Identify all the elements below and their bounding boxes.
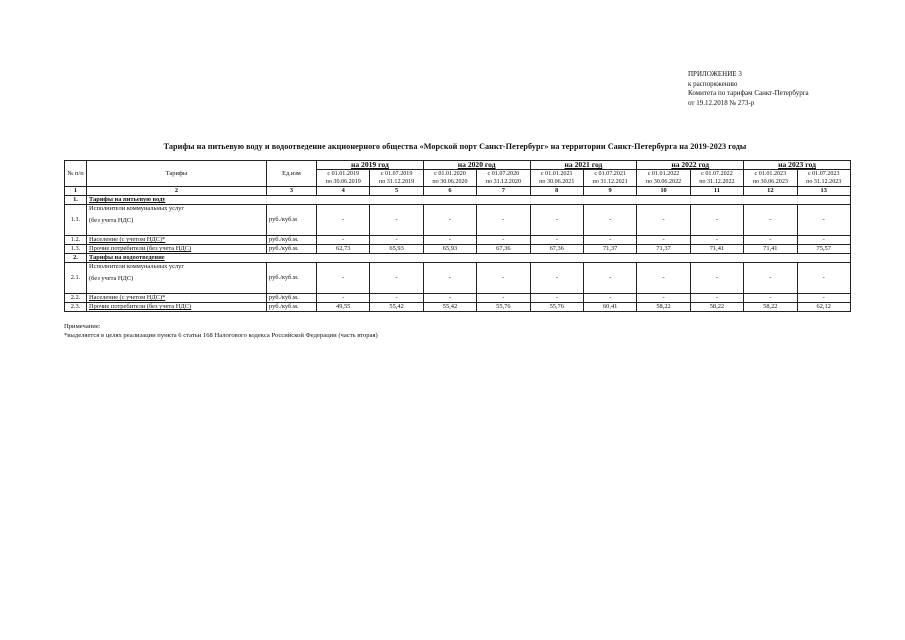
period-to: по 31.12.2021 [592, 179, 628, 185]
notes-label: Примечание: [64, 323, 101, 330]
row-number: 2.2. [65, 294, 87, 303]
tariff-table [64, 160, 851, 312]
tariff-value: 55,76 [477, 303, 530, 312]
tariff-value: - [370, 263, 423, 294]
tariff-value: 65,93 [370, 245, 423, 254]
tariff-value: - [744, 236, 797, 245]
row-unit: руб./куб.м. [267, 294, 317, 303]
tariff-value: - [797, 263, 850, 294]
row-unit: руб./куб.м. [267, 236, 317, 245]
row-name-line1: Население (с учетом НДС)* [89, 294, 166, 301]
tariff-value: 55,76 [530, 303, 583, 312]
row-number: 2.1. [65, 263, 87, 294]
col-unit-header: Ед.изм [267, 161, 317, 187]
column-index: 10 [637, 187, 690, 196]
period-to: по 30.06.2020 [432, 179, 468, 185]
tariff-value: - [317, 236, 370, 245]
tariff-value: - [530, 294, 583, 303]
period-from: с 01.01.2022 [647, 171, 680, 177]
period-header [317, 170, 370, 187]
appendix-header [688, 70, 809, 108]
period-from: с 01.01.2019 [327, 171, 360, 177]
row-number: 1.1. [65, 205, 87, 236]
tariff-value: - [690, 236, 743, 245]
tariff-value: 67,36 [530, 245, 583, 254]
tariff-value: 60,41 [583, 303, 636, 312]
tariff-value: - [637, 236, 690, 245]
tariff-value: 75,57 [797, 245, 850, 254]
row-name [87, 236, 267, 245]
tariff-value: 55,42 [423, 303, 476, 312]
tariff-value: 65,93 [423, 245, 476, 254]
tariff-value: - [317, 263, 370, 294]
year-2023-header: на 2023 год [744, 161, 851, 170]
tariff-value: - [797, 294, 850, 303]
period-header [423, 170, 476, 187]
tariff-value: - [530, 205, 583, 236]
tariff-value: - [797, 205, 850, 236]
period-from: с 01.07.2023 [807, 171, 840, 177]
tariff-value: 67,36 [477, 245, 530, 254]
tariff-value: - [477, 236, 530, 245]
row-unit: руб./куб.м. [267, 303, 317, 312]
period-to: по 31.12.2020 [485, 179, 521, 185]
tariff-value: - [477, 205, 530, 236]
order-reference: к распоряжению [688, 79, 738, 88]
column-index: 11 [690, 187, 743, 196]
tariff-value: - [370, 236, 423, 245]
tariff-value: - [423, 236, 476, 245]
tariff-value: - [423, 263, 476, 294]
period-from: с 01.01.2023 [754, 171, 787, 177]
row-name [87, 294, 267, 303]
tariff-value: - [797, 236, 850, 245]
column-index: 8 [530, 187, 583, 196]
period-to: по 30.06.2021 [539, 179, 575, 185]
tariff-value: - [583, 205, 636, 236]
tariff-value: - [583, 294, 636, 303]
column-index: 3 [267, 187, 317, 196]
period-from: с 01.07.2022 [701, 171, 733, 177]
period-header [744, 170, 797, 187]
tariff-value: 71,41 [744, 245, 797, 254]
period-header [583, 170, 636, 187]
tariff-value: - [637, 294, 690, 303]
period-from: с 01.01.2021 [540, 171, 573, 177]
row-unit: руб./куб.м. [267, 263, 317, 294]
section-row [65, 196, 851, 205]
table-row [65, 205, 851, 236]
row-name-line1: Население (с учетом НДС)* [89, 236, 166, 243]
tariff-value: - [477, 294, 530, 303]
tariff-value: 58,22 [637, 303, 690, 312]
period-to: по 30.06.2023 [752, 179, 788, 185]
year-2019-header: на 2019 год [317, 161, 424, 170]
tariff-value: 62,12 [797, 303, 850, 312]
tariff-value: 62,73 [317, 245, 370, 254]
column-index: 2 [87, 187, 267, 196]
table-row [65, 236, 851, 245]
tariff-value: - [317, 294, 370, 303]
period-to: по 31.12.2019 [378, 179, 415, 185]
table-row [65, 294, 851, 303]
tariff-value: 71,41 [690, 245, 743, 254]
row-number: 1.3. [65, 245, 87, 254]
period-header [530, 170, 583, 187]
tariff-value: - [744, 205, 797, 236]
period-from: с 01.07.2019 [380, 171, 413, 177]
table-row [65, 303, 851, 312]
period-to: по 31.12.2023 [806, 179, 842, 185]
row-name-line2: (без учета НДС) [89, 275, 134, 282]
period-header [637, 170, 690, 187]
appendix-label: ПРИЛОЖЕНИЕ 3 [688, 70, 742, 78]
row-number: 1.2. [65, 236, 87, 245]
period-header [690, 170, 743, 187]
tariff-value: - [690, 294, 743, 303]
tariff-value: - [690, 205, 743, 236]
row-number: 2.3. [65, 303, 87, 312]
notes-block [64, 322, 378, 340]
row-name-line2: (без учета НДС) [89, 217, 134, 224]
section-title: Тарифы на водоотведение [87, 254, 851, 263]
section-row [65, 254, 851, 263]
period-header [477, 170, 530, 187]
tariff-value: - [423, 294, 476, 303]
tariff-value: 71,37 [583, 245, 636, 254]
period-to: по 30.06.2019 [325, 179, 361, 185]
tariff-value: - [530, 236, 583, 245]
tariff-value: - [370, 205, 423, 236]
column-index: 13 [797, 187, 850, 196]
period-to: по 30.06.2022 [645, 179, 682, 185]
row-name-line1: Прочие потребители (без учета НДС) [89, 303, 192, 310]
period-header [370, 170, 423, 187]
period-from: с 01.07.2021 [594, 171, 626, 177]
row-name-line1: Исполнители коммунальных услуг [89, 205, 184, 212]
period-to: по 31.12.2022 [699, 179, 735, 185]
col-num-header: № п/п [65, 161, 87, 187]
column-index: 4 [317, 187, 370, 196]
section-number: 1. [65, 196, 87, 205]
tariff-value: - [423, 205, 476, 236]
column-index: 12 [744, 187, 797, 196]
tariff-value: 58,22 [690, 303, 743, 312]
row-unit: руб./куб.м. [267, 245, 317, 254]
tariff-value: 55,42 [370, 303, 423, 312]
table-row [65, 245, 851, 254]
period-from: с 01.07.2020 [487, 171, 520, 177]
column-index: 9 [583, 187, 636, 196]
tariff-value: - [637, 263, 690, 294]
year-2022-header: на 2022 год [637, 161, 744, 170]
row-unit: руб./куб.м [267, 205, 317, 236]
column-index: 1 [65, 187, 87, 196]
tariff-value: - [370, 294, 423, 303]
row-name-line1: Исполнители коммунальных услуг [89, 263, 184, 270]
period-header [797, 170, 850, 187]
order-date-number: от 19.12.2018 № 273-р [688, 98, 755, 107]
tariff-value: - [744, 294, 797, 303]
table-row [65, 263, 851, 294]
section-number: 2. [65, 254, 87, 263]
year-2021-header: на 2021 год [530, 161, 637, 170]
year-header-row [65, 161, 851, 170]
tariff-value: 71,37 [637, 245, 690, 254]
period-from: с 01.01.2020 [434, 171, 466, 177]
row-name [87, 205, 267, 236]
year-2020-header: на 2020 год [423, 161, 530, 170]
column-index: 7 [477, 187, 530, 196]
column-index: 5 [370, 187, 423, 196]
column-index-row [65, 187, 851, 196]
notes-text: *выделяется в целях реализации пункта 6 статьи 168 Налогового кодекса Российской Федерации (часть вторая) [64, 332, 378, 339]
tariff-value: 49,55 [317, 303, 370, 312]
row-name [87, 263, 267, 294]
tariff-value: - [317, 205, 370, 236]
col-tariff-header: Тарифы [87, 161, 267, 187]
row-name-line1: Прочие потребители (без учета НДС) [89, 245, 192, 252]
committee-name: Комитета по тарифам Санкт-Петербурга [688, 89, 809, 97]
tariff-value: 58,22 [744, 303, 797, 312]
section-title: Тарифы на питьевую воду [87, 196, 851, 205]
tariff-value: - [690, 263, 743, 294]
tariff-value: - [583, 236, 636, 245]
tariff-value: - [744, 263, 797, 294]
row-name [87, 245, 267, 254]
document-title: Тарифы на питьевую воду и водоотведение акционерного общества «Морской порт Санкт-Петербург» на территории Санкт-Петербурга на 2019-2023 годы [163, 142, 747, 151]
row-name [87, 303, 267, 312]
tariff-value: - [530, 263, 583, 294]
tariff-value: - [477, 263, 530, 294]
tariff-value: - [583, 263, 636, 294]
column-index: 6 [423, 187, 476, 196]
tariff-value: - [637, 205, 690, 236]
